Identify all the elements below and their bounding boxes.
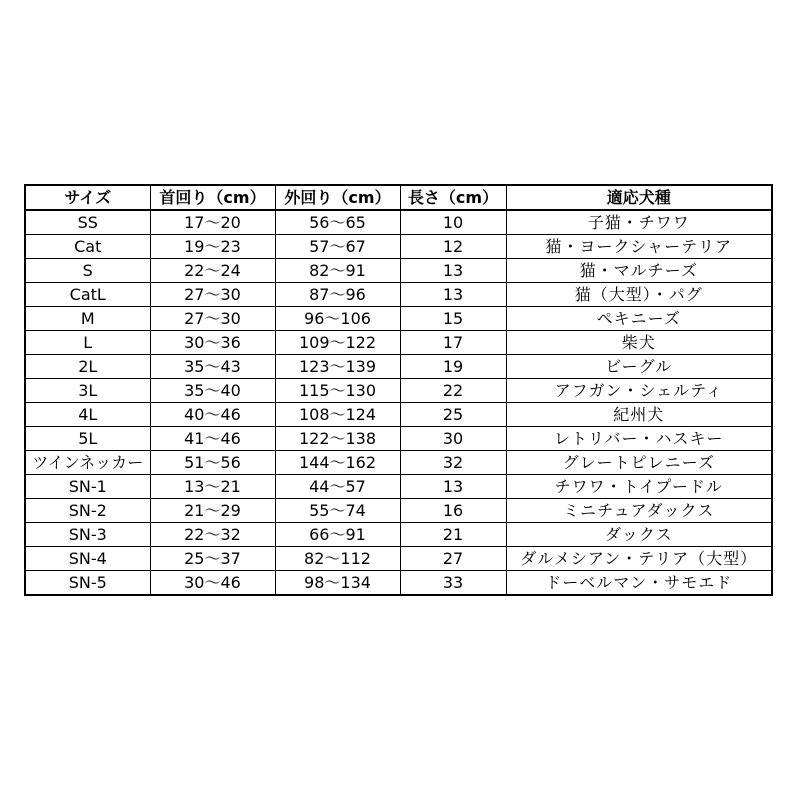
cell-breed: ミニチュアダックス <box>506 499 772 523</box>
cell-size: 5L <box>25 427 150 451</box>
cell-outer: 115～130 <box>275 379 400 403</box>
cell-outer: 66～91 <box>275 523 400 547</box>
table-row <box>25 355 772 379</box>
cell-neck: 51～56 <box>150 451 275 475</box>
table-row <box>25 547 772 571</box>
cell-length: 13 <box>400 475 506 499</box>
cell-length: 17 <box>400 331 506 355</box>
table-row <box>25 259 772 283</box>
cell-breed: ドーベルマン・サモエド <box>506 571 772 596</box>
cell-length: 12 <box>400 235 506 259</box>
table-header-row <box>25 185 772 210</box>
header-length: 長さ（cm） <box>400 185 506 210</box>
cell-breed: ダックス <box>506 523 772 547</box>
table-row <box>25 307 772 331</box>
cell-outer: 144～162 <box>275 451 400 475</box>
cell-size: S <box>25 259 150 283</box>
table-row <box>25 451 772 475</box>
cell-neck: 40～46 <box>150 403 275 427</box>
cell-breed: グレートピレニーズ <box>506 451 772 475</box>
cell-outer: 44～57 <box>275 475 400 499</box>
cell-neck: 35～43 <box>150 355 275 379</box>
cell-breed: 子猫・チワワ <box>506 210 772 235</box>
cell-length: 16 <box>400 499 506 523</box>
table-row <box>25 210 772 235</box>
header-neck: 首回り（cm） <box>150 185 275 210</box>
cell-size: ツインネッカー <box>25 451 150 475</box>
cell-size: SN-2 <box>25 499 150 523</box>
table-row <box>25 331 772 355</box>
cell-length: 25 <box>400 403 506 427</box>
cell-size: SN-4 <box>25 547 150 571</box>
cell-breed: 紀州犬 <box>506 403 772 427</box>
size-chart-table <box>24 184 773 596</box>
header-breed: 適応犬種 <box>506 185 772 210</box>
table-row <box>25 403 772 427</box>
table-row <box>25 475 772 499</box>
cell-length: 22 <box>400 379 506 403</box>
header-size: サイズ <box>25 185 150 210</box>
cell-outer: 108～124 <box>275 403 400 427</box>
cell-neck: 22～32 <box>150 523 275 547</box>
cell-outer: 57～67 <box>275 235 400 259</box>
cell-neck: 27～30 <box>150 307 275 331</box>
cell-length: 15 <box>400 307 506 331</box>
cell-breed: レトリバー・ハスキー <box>506 427 772 451</box>
cell-size: SN-5 <box>25 571 150 596</box>
cell-neck: 13～21 <box>150 475 275 499</box>
cell-length: 13 <box>400 259 506 283</box>
table-row <box>25 235 772 259</box>
cell-breed: ダルメシアン・テリア（大型） <box>506 547 772 571</box>
cell-size: 2L <box>25 355 150 379</box>
table-row <box>25 283 772 307</box>
cell-outer: 55～74 <box>275 499 400 523</box>
cell-breed: 柴犬 <box>506 331 772 355</box>
cell-length: 21 <box>400 523 506 547</box>
cell-neck: 30～36 <box>150 331 275 355</box>
cell-length: 30 <box>400 427 506 451</box>
cell-length: 10 <box>400 210 506 235</box>
cell-size: CatL <box>25 283 150 307</box>
cell-size: SN-1 <box>25 475 150 499</box>
cell-outer: 87～96 <box>275 283 400 307</box>
cell-size: L <box>25 331 150 355</box>
header-outer: 外回り（cm） <box>275 185 400 210</box>
cell-breed: ペキニーズ <box>506 307 772 331</box>
cell-breed: ビーグル <box>506 355 772 379</box>
cell-length: 27 <box>400 547 506 571</box>
cell-outer: 123～139 <box>275 355 400 379</box>
cell-outer: 98～134 <box>275 571 400 596</box>
cell-breed: 猫（大型）・パグ <box>506 283 772 307</box>
cell-length: 19 <box>400 355 506 379</box>
cell-length: 13 <box>400 283 506 307</box>
cell-length: 33 <box>400 571 506 596</box>
cell-neck: 22～24 <box>150 259 275 283</box>
cell-outer: 122～138 <box>275 427 400 451</box>
table-row <box>25 499 772 523</box>
cell-size: SN-3 <box>25 523 150 547</box>
cell-neck: 19～23 <box>150 235 275 259</box>
cell-neck: 35～40 <box>150 379 275 403</box>
table-row <box>25 571 772 596</box>
cell-neck: 17～20 <box>150 210 275 235</box>
cell-size: 4L <box>25 403 150 427</box>
cell-outer: 96～106 <box>275 307 400 331</box>
cell-size: M <box>25 307 150 331</box>
cell-size: SS <box>25 210 150 235</box>
cell-neck: 25～37 <box>150 547 275 571</box>
table-row <box>25 379 772 403</box>
cell-breed: アフガン・シェルティ <box>506 379 772 403</box>
cell-outer: 56～65 <box>275 210 400 235</box>
cell-outer: 109～122 <box>275 331 400 355</box>
cell-neck: 27～30 <box>150 283 275 307</box>
cell-neck: 30～46 <box>150 571 275 596</box>
cell-size: 3L <box>25 379 150 403</box>
cell-length: 32 <box>400 451 506 475</box>
table-row <box>25 523 772 547</box>
cell-neck: 21～29 <box>150 499 275 523</box>
table-row <box>25 427 772 451</box>
cell-breed: 猫・マルチーズ <box>506 259 772 283</box>
table-body <box>25 210 772 595</box>
cell-breed: チワワ・トイプードル <box>506 475 772 499</box>
cell-outer: 82～91 <box>275 259 400 283</box>
cell-neck: 41～46 <box>150 427 275 451</box>
cell-size: Cat <box>25 235 150 259</box>
cell-outer: 82～112 <box>275 547 400 571</box>
cell-breed: 猫・ヨークシャーテリア <box>506 235 772 259</box>
